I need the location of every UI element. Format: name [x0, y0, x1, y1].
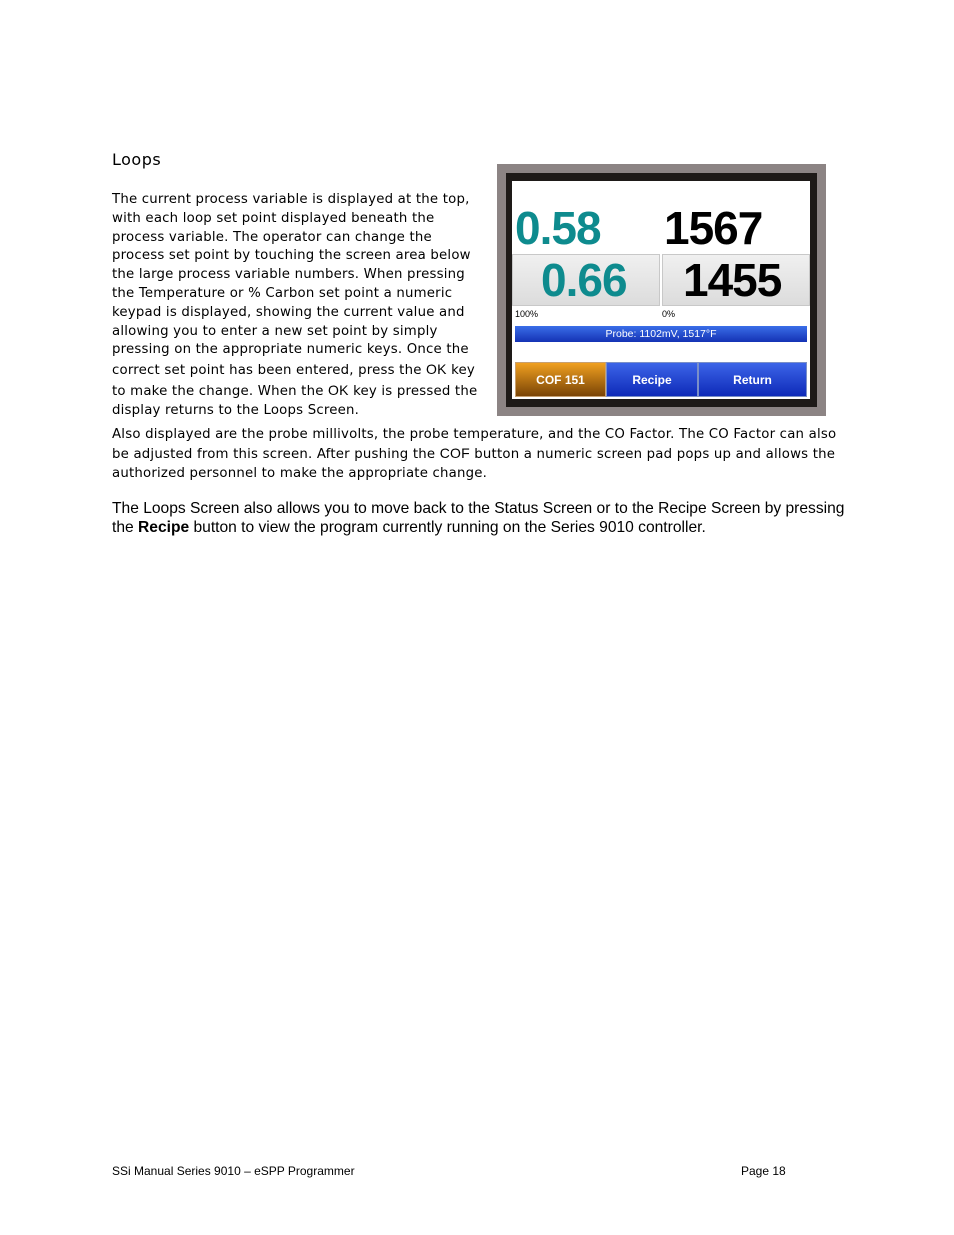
loops-screen-image: [497, 164, 826, 416]
text: The Loops Screen also allows you to move back to the Status Screen or to the Recipe Screen by pressing the: [112, 500, 845, 536]
recipe-bold-label: Recipe: [138, 518, 190, 536]
footer-page-number: Page 18: [741, 1164, 786, 1178]
section-title: Loops: [112, 150, 162, 169]
return-button[interactable]: Return: [698, 362, 807, 397]
text: key to make the change. When the: [112, 363, 475, 399]
text: Also displayed are the probe millivolts, the probe temperature, and the CO Factor. The CO Factor can also be adjusted from this screen. After pushing the: [112, 427, 837, 462]
carbon-setpoint-button[interactable]: [512, 254, 660, 306]
screen-bezel: [506, 173, 817, 407]
process-variable-row: [512, 181, 810, 253]
touch-screen: [512, 181, 810, 399]
probe-paragraph: [112, 425, 852, 483]
text: The current process variable is displayed at the top, with each loop set point displayed beneath the process variable. The operator can change the process set point by touching the screen area below the large process variable numbers. When pressing the Temperature or % Carbon set point a numeric keypad is displayed, showing the current value and allowing you to enter a new set point by simply pressing on the appropriate numeric keys. Once the correct set point has been entered, press the: [112, 192, 471, 379]
text: button a numeric screen pad pops up and allows the authorized personnel to make the appropriate change.: [112, 447, 836, 481]
probe-status-bar: Probe: 1102mV, 1517°F: [515, 326, 807, 342]
footer-manual-title: SSi Manual Series 9010 – eSPP Programmer: [112, 1164, 355, 1178]
cof-button[interactable]: COF 151: [515, 362, 606, 397]
text: button to view the program currently running on the Series 9010 controller.: [189, 518, 706, 536]
cof-key-label: COF: [439, 445, 470, 461]
carbon-process-variable: 0.58: [515, 202, 601, 254]
carbon-setpoint-value: 0.66: [541, 254, 627, 306]
carbon-output-percent: 100%: [515, 309, 539, 319]
intro-paragraph: [112, 191, 482, 421]
temperature-process-variable: 1567: [664, 202, 763, 254]
temperature-output-percent: 0%: [662, 309, 676, 319]
temperature-setpoint-button[interactable]: [662, 254, 810, 306]
navigation-paragraph: [112, 500, 852, 538]
ok-key-label: OK: [426, 361, 447, 378]
temperature-setpoint-value: 1455: [683, 254, 782, 306]
recipe-button[interactable]: Recipe: [606, 362, 698, 397]
ok-key-label: OK: [328, 381, 349, 398]
text: key is pressed the display returns to the Loops Screen.: [112, 383, 478, 418]
